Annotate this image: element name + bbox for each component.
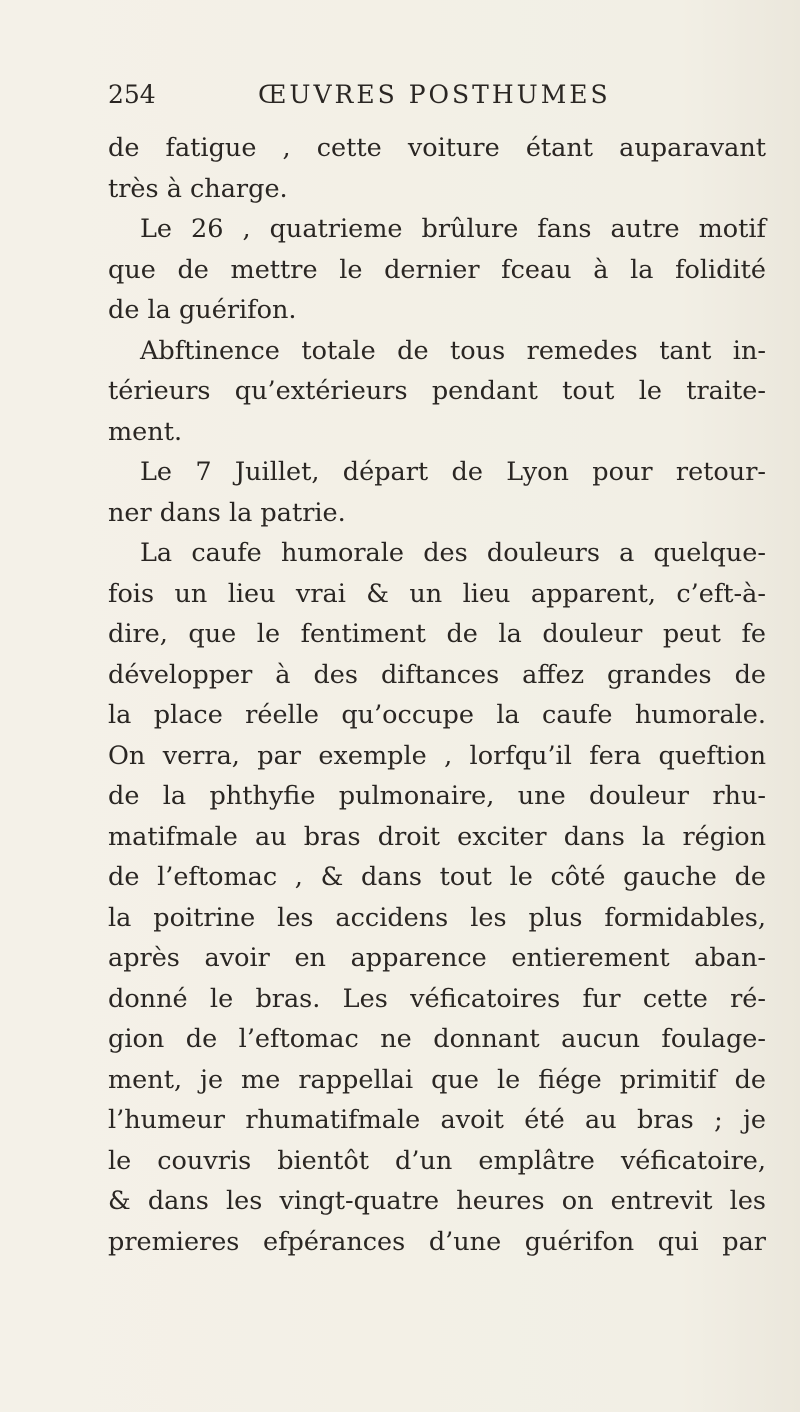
page-number: 254 — [108, 80, 156, 109]
text-line: de la guérifon. — [108, 295, 297, 325]
text-line: la place réelle qu’occupe la caufe humorale. — [108, 700, 766, 730]
text-line: dire, que le fentiment de la douleur peut fe — [108, 619, 766, 649]
text-line: fois un lieu vrai & un lieu apparent, c’eft-à- — [108, 578, 766, 609]
text-line: développer à des diftances affez grandes de — [108, 659, 766, 690]
text-line: après avoir en apparence entierement aban- — [108, 943, 766, 973]
text-line: l’humeur rhumatifmale avoit été au bras ; je — [108, 1105, 766, 1135]
text-line: La caufe humorale des douleurs a quelque- — [140, 538, 766, 568]
page-header — [108, 80, 668, 120]
running-title: ŒUVRES POSTHUMES — [258, 80, 611, 109]
text-line: de la phthyfie pulmonaire, une douleur rhu- — [108, 781, 766, 811]
text-line: la poitrine les accidens les plus formidables, — [108, 902, 766, 933]
text-line: térieurs qu’extérieurs pendant tout le traite- — [108, 376, 766, 406]
text-line: On verra, par exemple , lorfqu’il fera queftion — [108, 740, 766, 771]
text-line: Abftinence totale de tous remedes tant in- — [140, 335, 766, 366]
text-line: Le 26 , quatrieme brûlure fans autre motif — [140, 214, 766, 244]
text-line: le couvris bientôt d’un emplâtre véficatoire, — [108, 1145, 766, 1176]
text-line: premieres efpérances d’une guérifon qui par — [108, 1226, 766, 1257]
text-line: très à charge. — [108, 173, 288, 204]
text-line: matifmale au bras droit exciter dans la région — [108, 821, 766, 852]
body-text — [108, 128, 766, 1262]
text-line: ment, je me rappellai que le fiége primitif de — [108, 1064, 766, 1095]
text-line: & dans les vingt-quatre heures on entrevit les — [108, 1186, 766, 1216]
text-line: Le 7 Juillet, départ de Lyon pour retour- — [140, 457, 766, 487]
text-line: donné le bras. Les véficatoires fur cette ré- — [108, 983, 766, 1014]
text-line: de l’eftomac , & dans tout le côté gauche de — [108, 862, 766, 892]
text-line: de fatigue , cette voiture étant auparavant — [108, 133, 766, 163]
text-line: que de mettre le dernier fceau à la folidité — [108, 254, 766, 285]
text-line: ment. — [108, 416, 183, 447]
text-line: ner dans la patrie. — [108, 497, 346, 528]
text-line: gion de l’eftomac ne donnant aucun foulage- — [108, 1024, 766, 1054]
